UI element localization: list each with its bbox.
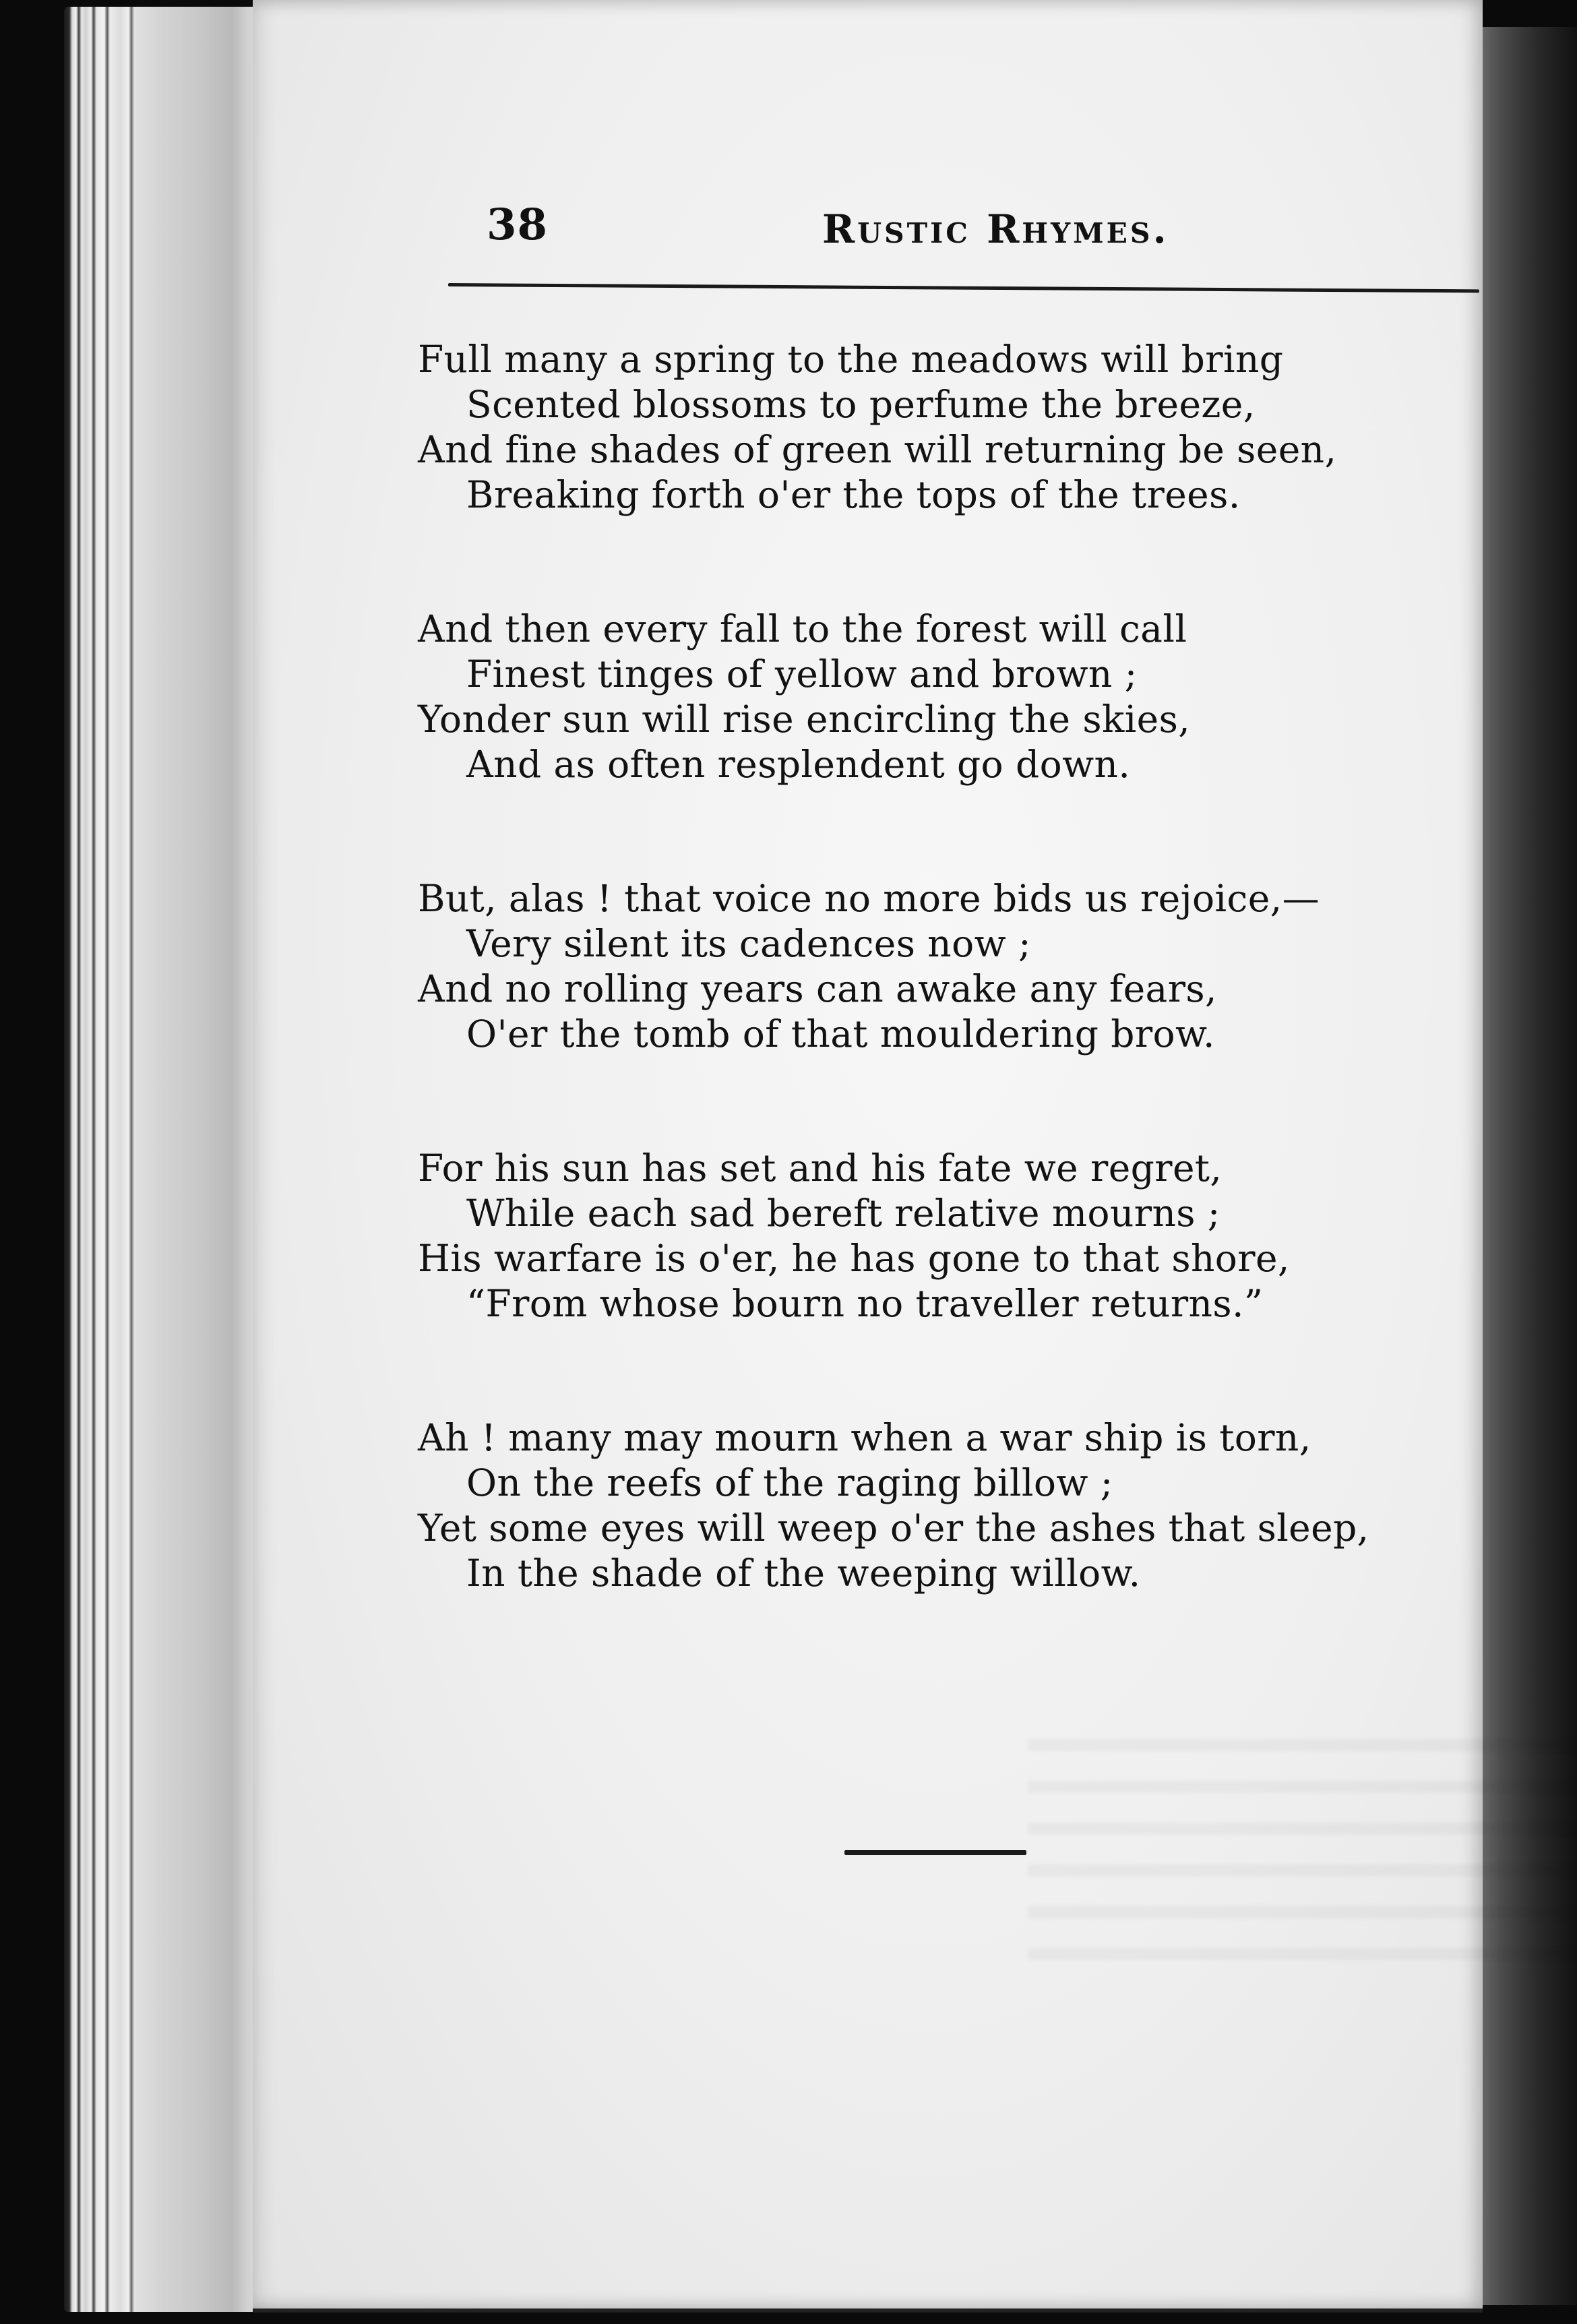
- running-head: Rustic Rhymes.: [822, 206, 1169, 252]
- poem-line: But, alas ! that voice no more bids us rejoice,—: [418, 877, 1320, 920]
- stanza: [418, 607, 1469, 787]
- stanza: [418, 1415, 1469, 1596]
- poem-line: And as often resplendent go down.: [466, 743, 1131, 786]
- poem-line: Very silent its cadences now ;: [466, 922, 1031, 965]
- poem-line: His warfare is o'er, he has gone to that shore,: [418, 1237, 1290, 1280]
- poem: [418, 337, 1469, 1685]
- poem-line: Ah ! many may mourn when a war ship is torn,: [418, 1416, 1311, 1459]
- stanza: [418, 337, 1469, 518]
- poem-line: And then every fall to the forest will call: [418, 607, 1187, 650]
- poem-line: In the shade of the weeping willow.: [466, 1552, 1141, 1595]
- poem-line: “From whose bourn no traveller returns.”: [466, 1282, 1264, 1325]
- page-edges: [64, 7, 256, 2312]
- show-through-bleed: [1028, 1739, 1577, 1961]
- poem-line: While each sad bereft relative mourns ;: [466, 1192, 1220, 1235]
- end-rule: [844, 1850, 1026, 1855]
- poem-line: Yonder sun will rise encircling the skies,: [418, 698, 1191, 741]
- poem-line: For his sun has set and his fate we regret,: [418, 1146, 1223, 1190]
- poem-line: Scented blossoms to perfume the breeze,: [466, 383, 1256, 426]
- poem-line: Breaking forth o'er the tops of the trees.: [466, 473, 1241, 516]
- book-binding-shadow: [1476, 27, 1577, 2305]
- poem-line: Finest tinges of yellow and brown ;: [466, 652, 1138, 696]
- poem-line: Full many a spring to the meadows will bring: [418, 338, 1284, 381]
- stanza: [418, 876, 1469, 1057]
- poem-line: O'er the tomb of that mouldering brow.: [466, 1012, 1215, 1056]
- poem-line: Yet some eyes will weep o'er the ashes that sleep,: [418, 1506, 1369, 1550]
- poem-line: And fine shades of green will returning be seen,: [418, 428, 1337, 471]
- page-number: 38: [487, 200, 549, 250]
- poem-line: On the reefs of the raging billow ;: [466, 1461, 1113, 1504]
- poem-line: And no rolling years can awake any fears,: [418, 967, 1217, 1010]
- stanza: [418, 1146, 1469, 1326]
